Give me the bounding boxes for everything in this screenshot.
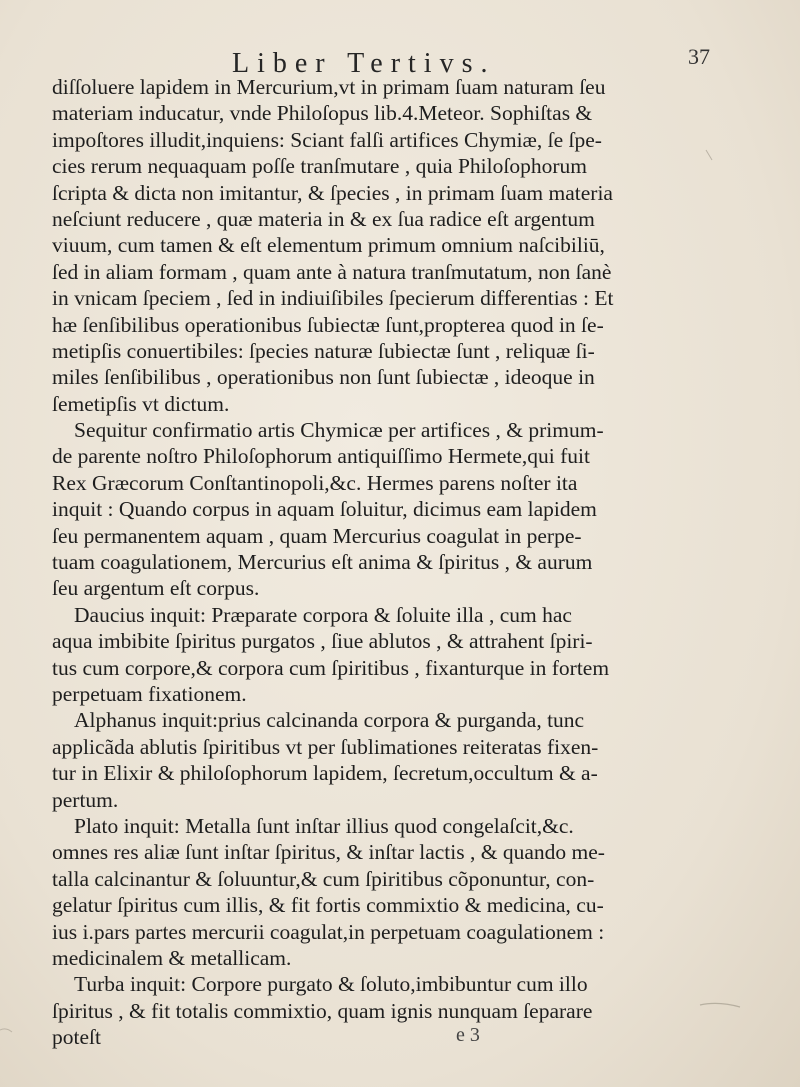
text-line: miles ſenſibilibus , operationibus non ſunt ſubiectæ , ideoque in bbox=[52, 365, 595, 390]
text-line: ius i.pars partes mercurii coagulat,in perpetuam coagulationem : bbox=[52, 919, 605, 944]
text-line: tur in Elixir & philoſophorum lapidem, ſecretum,occultum & a- bbox=[52, 761, 598, 786]
text-line: poteſt bbox=[52, 1025, 101, 1050]
text-line: inquit : Quando corpus in aquam ſoluitur, dicimus eam lapidem bbox=[52, 497, 597, 522]
text-line: ſeu permanentem aquam , quam Mercurius coagulat in perpe- bbox=[52, 523, 582, 548]
text-line: diſſoluere lapidem in Mercurium,vt in primam ſuam naturam ſeu bbox=[52, 75, 606, 99]
text-line: Turba inquit: Corpore purgato & ſoluto,imbibuntur cum illo bbox=[74, 972, 588, 997]
running-head: Liber Tertivs. bbox=[232, 48, 496, 79]
text-line: pertum. bbox=[52, 787, 119, 812]
text-line: tus cum corpore,& corpora cum ſpiritibus , fixanturque in fortem bbox=[52, 655, 610, 680]
text-line: tuam coagulationem, Mercurius eſt anima & ſpiritus , & aurum bbox=[52, 550, 593, 575]
text-line: ſemetipſis vt dictum. bbox=[52, 391, 230, 416]
text-line: Rex Græcorum Conſtantinopoli,&c. Hermes parens noſter ita bbox=[52, 470, 578, 495]
text-line: aqua imbibite ſpiritus purgatos , ſiue ablutos , & attrahent ſpiri- bbox=[52, 629, 593, 654]
text-line: hæ ſenſibilibus operationibus ſubiectæ ſunt,propterea quod in ſe- bbox=[52, 312, 604, 337]
text-line: viuum, cum tamen & eſt elementum primum omnium naſcibiliū, bbox=[52, 233, 605, 258]
text-line: ſed in aliam formam , quam ante à natura tranſmutatum, non ſanè bbox=[52, 259, 612, 284]
text-line: Daucius inquit: Præparate corpora & ſoluite illa , cum hac bbox=[74, 602, 572, 627]
text-line: perpetuam fixationem. bbox=[52, 681, 247, 706]
text-line: medicinalem & metallicam. bbox=[52, 945, 292, 970]
text-line: omnes res aliæ ſunt inſtar ſpiritus, & inſtar lactis , & quando me- bbox=[52, 840, 605, 865]
text-line: materiam inducatur, vnde Philoſopus lib.4.Meteor. Sophiſtas & bbox=[52, 101, 593, 126]
text-line: cies rerum nequaquam poſſe tranſmutare , quia Philoſophorum bbox=[52, 154, 587, 179]
text-line: ſcripta & dicta non imitantur, & ſpecies , in primam ſuam materia bbox=[52, 180, 613, 205]
text-line: ſpiritus , & fit totalis commixtio, quam ignis nunquam ſeparare bbox=[52, 998, 593, 1023]
page-number: 37 bbox=[688, 44, 710, 69]
body-text bbox=[52, 74, 772, 1050]
text-line: neſciunt reducere , quæ materia in & ex ſua radice eſt argentum bbox=[52, 206, 595, 231]
text-line: impoſtores illudit,inquiens: Sciant falſi artifices Chymiæ, ſe ſpe- bbox=[52, 127, 602, 152]
text-line: in vnicam ſpeciem , ſed in indiuiſibiles ſpecierum differentias : Et bbox=[52, 286, 614, 311]
text-line: Plato inquit: Metalla ſunt inſtar illius quod congelaſcit,&c. bbox=[74, 813, 574, 838]
text-line: de parente noſtro Philoſophorum antiquiſſimo Hermete,qui fuit bbox=[52, 444, 590, 469]
text-line: Alphanus inquit:prius calcinanda corpora & purganda, tunc bbox=[74, 708, 585, 733]
text-line: talla calcinantur & ſoluuntur,& cum ſpiritibus cõponuntur, con- bbox=[52, 866, 595, 891]
signature-mark: e 3 bbox=[456, 1024, 480, 1046]
text-line: ſeu argentum eſt corpus. bbox=[52, 576, 260, 601]
text-line: gelatur ſpiritus cum illis, & fit fortis commixtio & medicina, cu- bbox=[52, 893, 604, 918]
text-line: applicãda ablutis ſpiritibus vt per ſublimationes reiteratas fixen- bbox=[52, 734, 599, 759]
text-line: metipſis conuertibiles: ſpecies naturæ ſubiectæ ſunt , reliquæ ſi- bbox=[52, 338, 595, 363]
text-line: Sequitur confirmatio artis Chymicæ per artifices , & primum- bbox=[74, 418, 604, 443]
